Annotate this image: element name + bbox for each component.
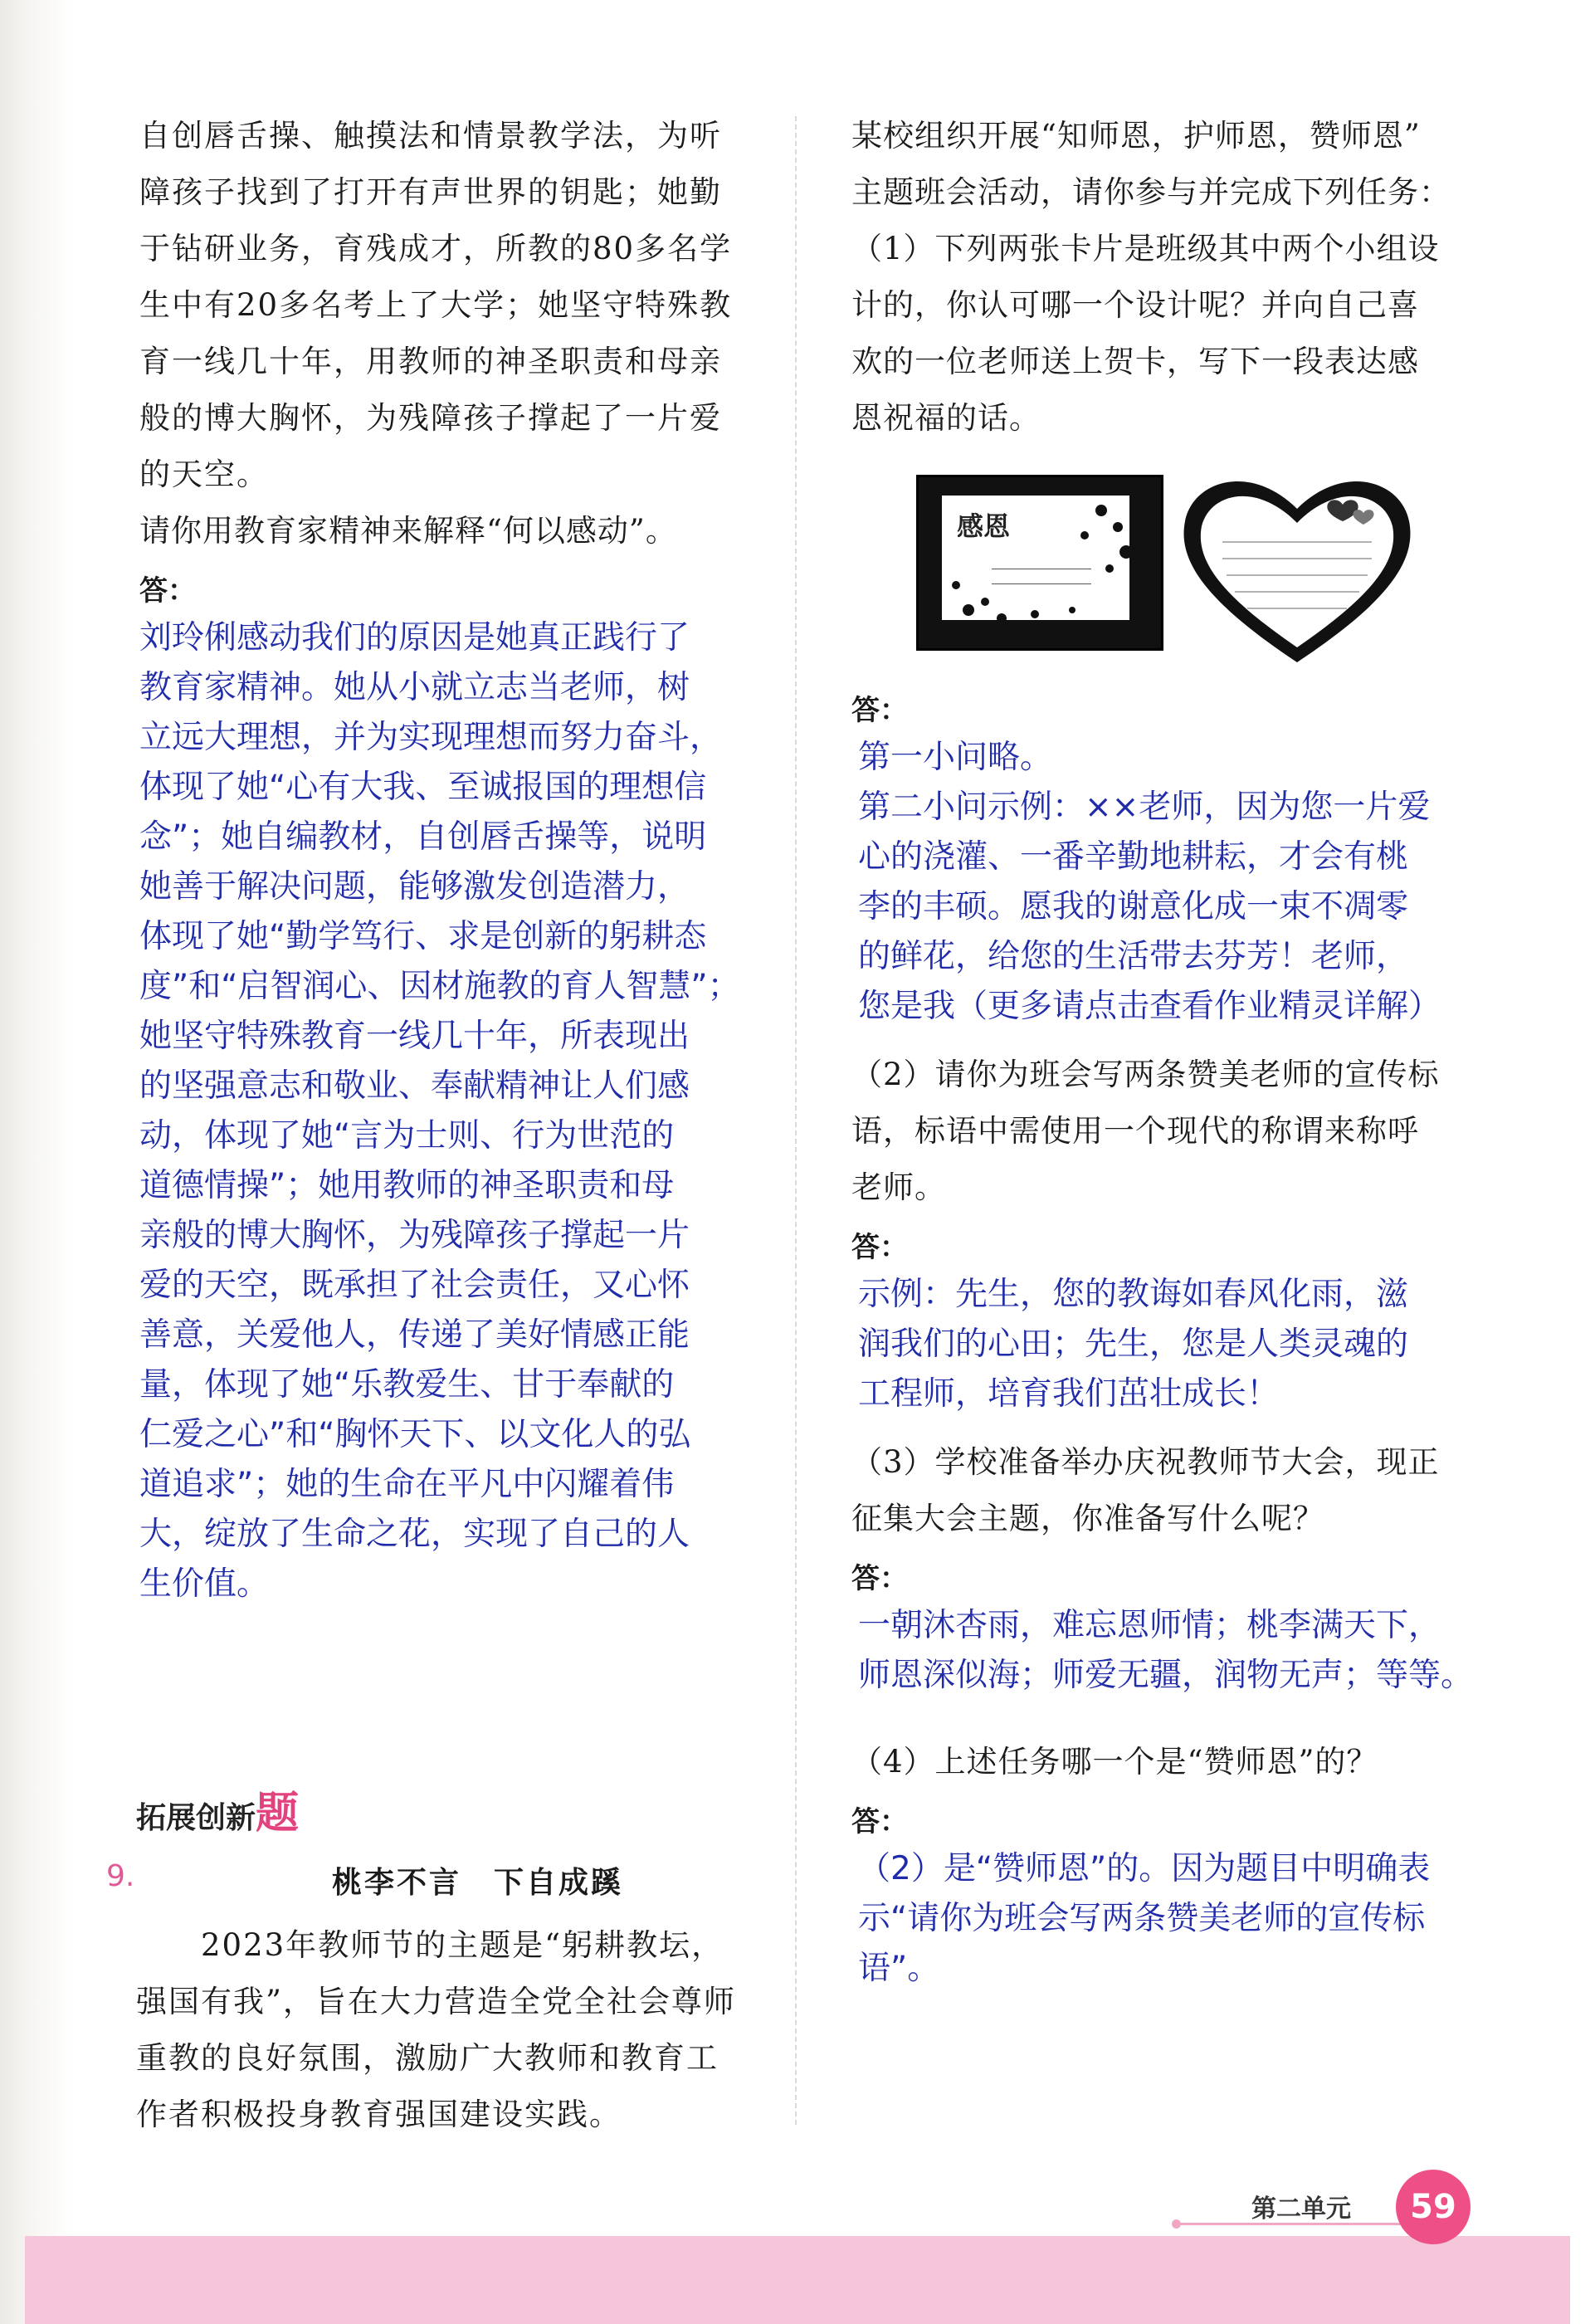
text-line: 某校组织开展“知师恩，护师恩，赞师恩”	[851, 118, 1421, 154]
answer-line: （2）是“赞师恩”的。因为题目中明确表	[858, 1850, 1431, 1887]
answer-line: 仁爱之心”和“胸怀天下、以文化人的弘	[139, 1416, 691, 1453]
card-title: 感恩	[957, 510, 1011, 542]
answer-line: 亲般的博大胸怀，为残障孩子撑起一片	[139, 1217, 690, 1254]
answer-block	[851, 1844, 1490, 1994]
text-line: 欢的一位老师送上贺卡，写下一段表达感	[851, 344, 1419, 379]
answer-line: 念”；她自编教材，自创唇舌操等，说明	[139, 818, 707, 856]
text-line: 于钻研业务，育残成才，所教的80多名学	[139, 231, 733, 266]
answer-line: 您是我（更多请点击查看作业精灵详解）	[858, 988, 1441, 1025]
section-title-suffix: 题	[256, 1788, 300, 1838]
answer-line: 示“请你为班会写两条赞美老师的宣传标	[858, 1900, 1426, 1937]
footer-band	[25, 2236, 1570, 2324]
answer-line: 的鲜花，给您的生活带去芬芳！老师，	[858, 938, 1409, 975]
answer-line: 道德情操”；她用教师的神圣职责和母	[139, 1167, 675, 1204]
answer-line: 刘玲俐感动我们的原因是她真正践行了	[139, 619, 690, 657]
text-line: 老师。	[851, 1169, 946, 1205]
text-line: 般的博大胸怀，为残障孩子撑起了一片爱	[139, 400, 722, 436]
page-number: 59	[1396, 2170, 1471, 2244]
answer-line: 量，体现了她“乐教爱生、甘于奉献的	[139, 1366, 675, 1404]
answer-line: 度”和“启智润心、因材施教的育人智慧”；	[139, 968, 740, 1005]
rectangle-card-image	[916, 475, 1163, 651]
answer-line: 爱的天空，既承担了社会责任，又心怀	[139, 1267, 690, 1304]
column-divider	[795, 116, 797, 2125]
question-body	[136, 1917, 775, 2143]
answer-line: 教育家精神。她从小就立志当老师，树	[139, 669, 690, 706]
text-line: 重教的良好氛围，激励广大教师和教育工	[136, 2040, 719, 2076]
text-line: 征集大会主题，你准备写什么呢？	[851, 1501, 1324, 1536]
answer-line: 润我们的心田；先生，您是人类灵魂的	[858, 1326, 1409, 1363]
answer-line: 体现了她“勤学笃行、求是创新的躬耕态	[139, 918, 707, 955]
card-images	[851, 463, 1490, 671]
left-column	[139, 108, 770, 1609]
text-line: 育一线几十年，用教师的神圣职责和母亲	[139, 344, 722, 379]
answer-line: 师恩深似海；师爱无疆，润物无声；等等。	[858, 1657, 1474, 1694]
answer-line: 生价值。	[139, 1565, 270, 1603]
answer-line: 善意，关爱他人，传递了美好情感正能	[139, 1316, 690, 1354]
text-line: 2023年教师节的主题是“躬耕教坛，	[136, 1927, 724, 1963]
text-line: 恩祝福的话。	[851, 400, 1041, 436]
heart-pattern-icon	[919, 477, 1161, 648]
answer-line: 大，绽放了生命之花，实现了自己的人	[139, 1516, 690, 1553]
answer-block	[851, 733, 1490, 1032]
text-line: 生中有20多名考上了大学；她坚守特殊教	[139, 287, 733, 323]
answer-label: 答：	[851, 1805, 908, 1838]
answer-line: 李的丰硕。愿我的谢意化成一束不凋零	[858, 888, 1409, 925]
heart-card-image	[1177, 463, 1417, 671]
section-title-prefix: 拓展创新	[136, 1801, 256, 1835]
heart-icon	[1177, 463, 1417, 671]
answer-line: 示例：先生，您的教诲如春风化雨，滋	[858, 1276, 1409, 1313]
question-number: 9.	[106, 1859, 135, 1893]
answer-line: 她坚守特殊教育一线几十年，所表现出	[139, 1018, 690, 1055]
answer-line: 她善于解决问题，能够激发创造潜力，	[139, 868, 690, 906]
text-line: 自创唇舌操、触摸法和情景教学法，为听	[139, 118, 722, 154]
text-line: 作者积极投身教育强国建设实践。	[136, 2097, 622, 2132]
text-line: 计的，你认可哪一个设计呢？并向自己喜	[851, 287, 1419, 323]
unit-label: 第二单元	[1251, 2195, 1351, 2224]
answer-line: 的坚强意志和敬业、奉献精神让人们感	[139, 1067, 690, 1105]
section-title	[136, 1778, 299, 1840]
answer-label: 答：	[139, 574, 196, 608]
text-line: 语，标语中需使用一个现代的称谓来称呼	[851, 1113, 1419, 1149]
answer-line: 体现了她“心有大我、至诚报国的理想信	[139, 769, 707, 806]
text-line: 主题班会活动，请你参与并完成下列任务：	[851, 174, 1451, 210]
answer-line: 第二小问示例：××老师，因为您一片爱	[858, 788, 1431, 826]
answer-label: 答：	[851, 694, 908, 727]
answer-label: 答：	[851, 1231, 908, 1264]
right-column	[851, 108, 1490, 1994]
answer-line: 立远大理想，并为实现理想而努力奋斗，	[139, 719, 723, 756]
text-line: （1）下列两张卡片是班级其中两个小组设	[851, 231, 1440, 266]
text-line: 障孩子找到了打开有声世界的钥匙；她勤	[139, 174, 722, 210]
answer-block	[139, 613, 770, 1609]
left-intro	[139, 108, 770, 503]
answer-line: 语”。	[858, 1950, 940, 1987]
text-line: （3）学校准备举办庆祝教师节大会，现正	[851, 1444, 1440, 1480]
text-line: （4）上述任务哪一个是“赞师恩”的？	[851, 1744, 1378, 1780]
answer-block	[851, 1601, 1490, 1701]
question-text: 请你用教育家精神来解释“何以感动”。	[139, 513, 677, 549]
answer-line: 道追求”；她的生命在平凡中闪耀着伟	[139, 1466, 675, 1503]
answer-line: 一朝沐杏雨，难忘恩师情；桃李满天下，	[858, 1607, 1441, 1644]
text-line: 强国有我”，旨在大力营造全党全社会尊师	[136, 1984, 736, 2019]
answer-block	[851, 1270, 1490, 1419]
answer-line: 工程师，培育我们茁壮成长！	[858, 1375, 1280, 1413]
answer-line: 心的浇灌、一番辛勤地耕耘，才会有桃	[858, 838, 1409, 876]
answer-label: 答：	[851, 1562, 908, 1595]
text-line: 的天空。	[139, 456, 269, 492]
question-title: 桃李不言 下自成蹊	[332, 1866, 624, 1900]
answer-line: 动，体现了她“言为士则、行为世范的	[139, 1117, 675, 1155]
text-line: （2）请你为班会写两条赞美老师的宣传标	[851, 1057, 1440, 1092]
answer-line: 第一小问略。	[858, 739, 1053, 776]
